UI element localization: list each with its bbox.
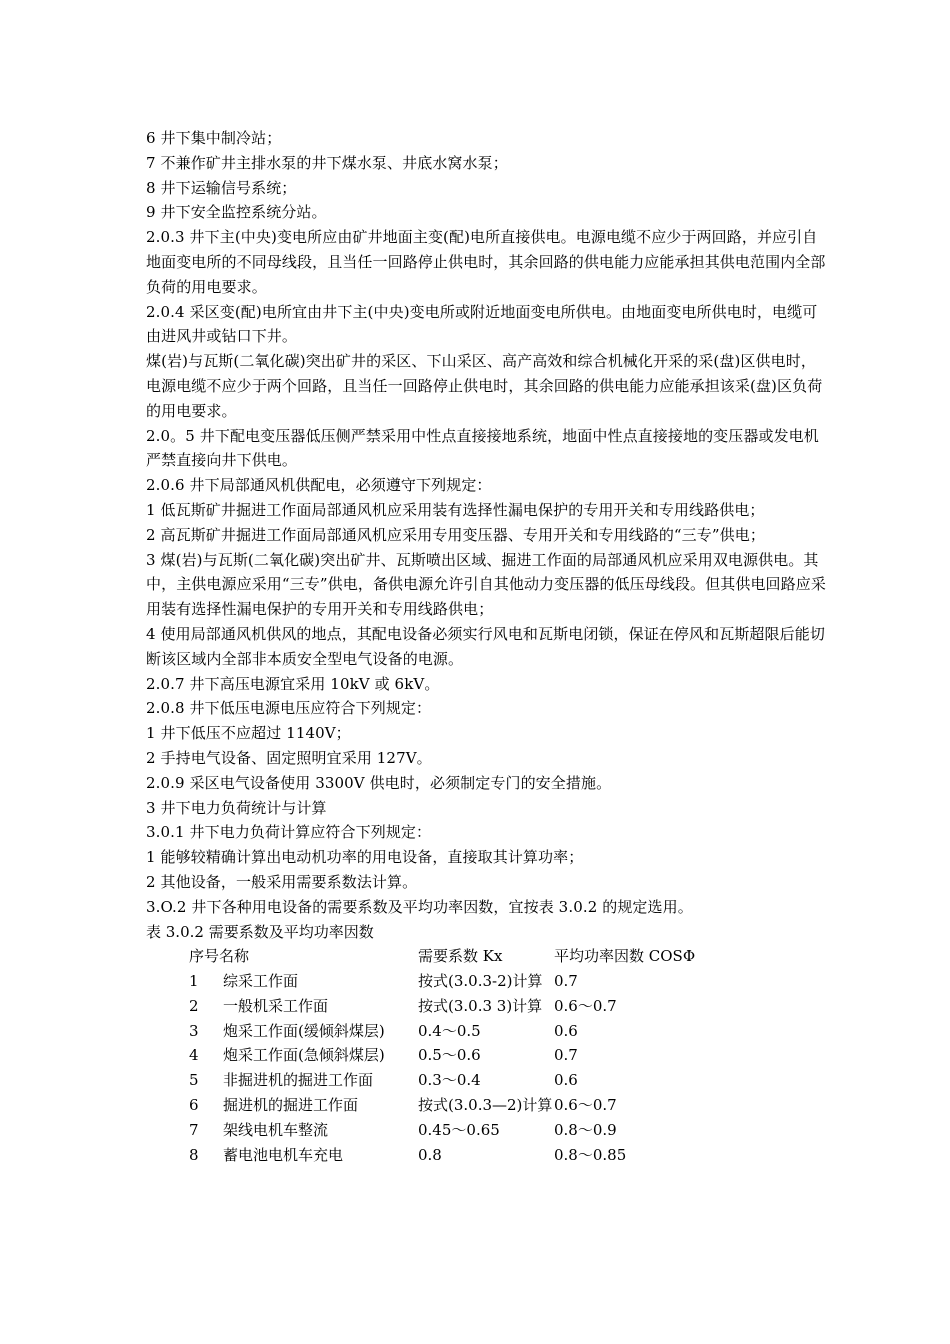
row-name: 炮采工作面(缓倾斜煤层) — [223, 1021, 385, 1040]
row-name: 掘进机的掘进工作面 — [223, 1096, 359, 1115]
row-number: 1 — [189, 972, 199, 991]
row-cos: 0.6 — [554, 1071, 578, 1090]
paragraph: 2.0.3 井下主(中央)变电所应由矿井地面主变(配)电所直接供电。电源电缆不应少于两回路，并应引自地面变电所的不同母线段，且当任一回路停止供电时，其余回路的供电能力应能承担其供电范围内全部负荷的用电要求。 — [146, 228, 826, 296]
row-cos: 0.8～0.9 — [554, 1120, 617, 1139]
row-kx: 0.45～0.65 — [418, 1120, 500, 1139]
table-row — [189, 1043, 826, 1068]
paragraph: 3.O.2 井下各种用电设备的需要系数及平均功率因数，宜按表 3.0.2 的规定选用。 — [146, 897, 693, 916]
row-number: 5 — [189, 1071, 199, 1090]
row-number: 2 — [189, 996, 199, 1015]
row-number: 7 — [189, 1120, 199, 1139]
row-number: 8 — [189, 1145, 199, 1164]
paragraph: 8 井下运输信号系统； — [146, 178, 297, 197]
document-page — [146, 126, 826, 1167]
row-kx: 0.4～0.5 — [418, 1021, 481, 1040]
paragraph: 煤(岩)与瓦斯(二氧化碳)突出矿井的采区、下山采区、高产高效和综合机械化开采的采(盘)区供电时，电源电缆不应少于两个回路，且当任一回路停止供电时，其余回路的供电能力应能承担该采(盘)区负荷的用电要求。 — [146, 352, 823, 420]
row-number: 3 — [189, 1021, 199, 1040]
row-kx: 0.8 — [418, 1145, 442, 1164]
row-kx: 按式(3.0.3-2)计算 — [418, 972, 543, 991]
row-cos: 0.6 — [554, 1021, 578, 1040]
paragraph: 6 井下集中制冷站； — [146, 129, 282, 147]
row-number: 4 — [189, 1046, 199, 1065]
paragraph: 1 能够较精确计算出电动机功率的用电设备，直接取其计算功率； — [146, 848, 584, 867]
row-name: 综采工作面 — [223, 972, 299, 991]
paragraph: 2.0.8 井下低压电源电压应符合下列规定： — [146, 699, 432, 718]
table-row — [189, 1118, 826, 1143]
row-kx: 0.5～0.6 — [418, 1046, 481, 1065]
table-header-row — [189, 944, 826, 969]
header-no-name: 序号名称 — [189, 947, 250, 966]
table-caption: 表 3.0.2 需要系数及平均功率因数 — [146, 922, 374, 941]
row-name: 炮采工作面(急倾斜煤层) — [223, 1046, 385, 1065]
table-row — [189, 1019, 826, 1044]
paragraph: 3.0.1 井下电力负荷计算应符合下列规定： — [146, 823, 432, 842]
row-kx: 按式(3.0.3 3)计算 — [418, 996, 543, 1015]
row-kx: 0.3～0.4 — [418, 1071, 481, 1090]
paragraph: 2 其他设备，一般采用需要系数法计算。 — [146, 872, 418, 891]
row-cos: 0.6～0.7 — [554, 996, 617, 1015]
section-heading: 3 井下电力负荷统计与计算 — [146, 798, 327, 817]
row-number: 6 — [189, 1096, 199, 1115]
paragraph: 2 高瓦斯矿井掘进工作面局部通风机应采用专用变压器、专用开关和专用线路的“三专”供电； — [146, 525, 765, 544]
paragraph: 7 不兼作矿井主排水泵的井下煤水泵、井底水窝水泵； — [146, 153, 508, 172]
paragraph: 2.0.9 采区电气设备使用 3300V 供电时，必须制定专门的安全措施。 — [146, 773, 612, 792]
paragraph: 3 煤(岩)与瓦斯(二氧化碳)突出矿井、瓦斯喷出区域、掘进工作面的局部通风机应采用双电源供电。其中，主供电源应采用“三专”供电，备供电源允许引自其他动力变压器的低压母线段。但其供电回路应采用装有选择性漏电保护的专用开关和专用线路供电； — [146, 550, 826, 619]
table-row — [189, 969, 826, 994]
row-cos: 0.7 — [554, 1046, 578, 1065]
paragraph: 1 低瓦斯矿井掘进工作面局部通风机应采用装有选择性漏电保护的专用开关和专用线路供电； — [146, 500, 765, 519]
row-kx: 按式(3.0.3—2)计算 — [418, 1096, 553, 1115]
paragraph: 2.0.7 井下高压电源宜采用 10kV 或 6kV。 — [146, 674, 440, 693]
table-row — [189, 1143, 826, 1168]
paragraph: 2.0.6 井下局部通风机供配电，必须遵守下列规定： — [146, 476, 492, 495]
row-cos: 0.8～0.85 — [554, 1145, 627, 1164]
paragraph: 2.0.4 采区变(配)电所宜由井下主(中央)变电所或附近地面变电所供电。由地面变电所供电时，电缆可由进风井或钻口下井。 — [146, 302, 818, 346]
row-cos: 0.6～0.7 — [554, 1096, 617, 1115]
paragraph: 2 手持电气设备、固定照明宜采用 127V。 — [146, 748, 432, 767]
row-name: 一般机采工作面 — [223, 996, 329, 1015]
row-cos: 0.7 — [554, 972, 578, 991]
table-row — [189, 994, 826, 1019]
header-cos: 平均功率因数 COSΦ — [554, 947, 696, 966]
row-name: 非掘进机的掘进工作面 — [223, 1071, 374, 1090]
coefficient-table — [189, 944, 826, 1167]
paragraph: 4 使用局部通风机供风的地点，其配电设备必须实行风电和瓦斯电闭锁，保证在停风和瓦斯超限后能切断该区域内全部非本质安全型电气设备的电源。 — [146, 624, 825, 668]
paragraph: 9 井下安全监控系统分站。 — [146, 203, 327, 222]
table-row — [189, 1068, 826, 1093]
row-name: 蓄电池电机车充电 — [223, 1145, 344, 1164]
row-name: 架线电机车整流 — [223, 1120, 329, 1139]
table-row — [189, 1093, 826, 1118]
paragraph: 2.0。5 井下配电变压器低压侧严禁采用中性点直接接地系统，地面中性点直接接地的变压器或发电机严禁直接向井下供电。 — [146, 426, 819, 470]
header-kx: 需要系数 Kx — [418, 947, 503, 966]
paragraph: 1 井下低压不应超过 1140V； — [146, 724, 351, 743]
